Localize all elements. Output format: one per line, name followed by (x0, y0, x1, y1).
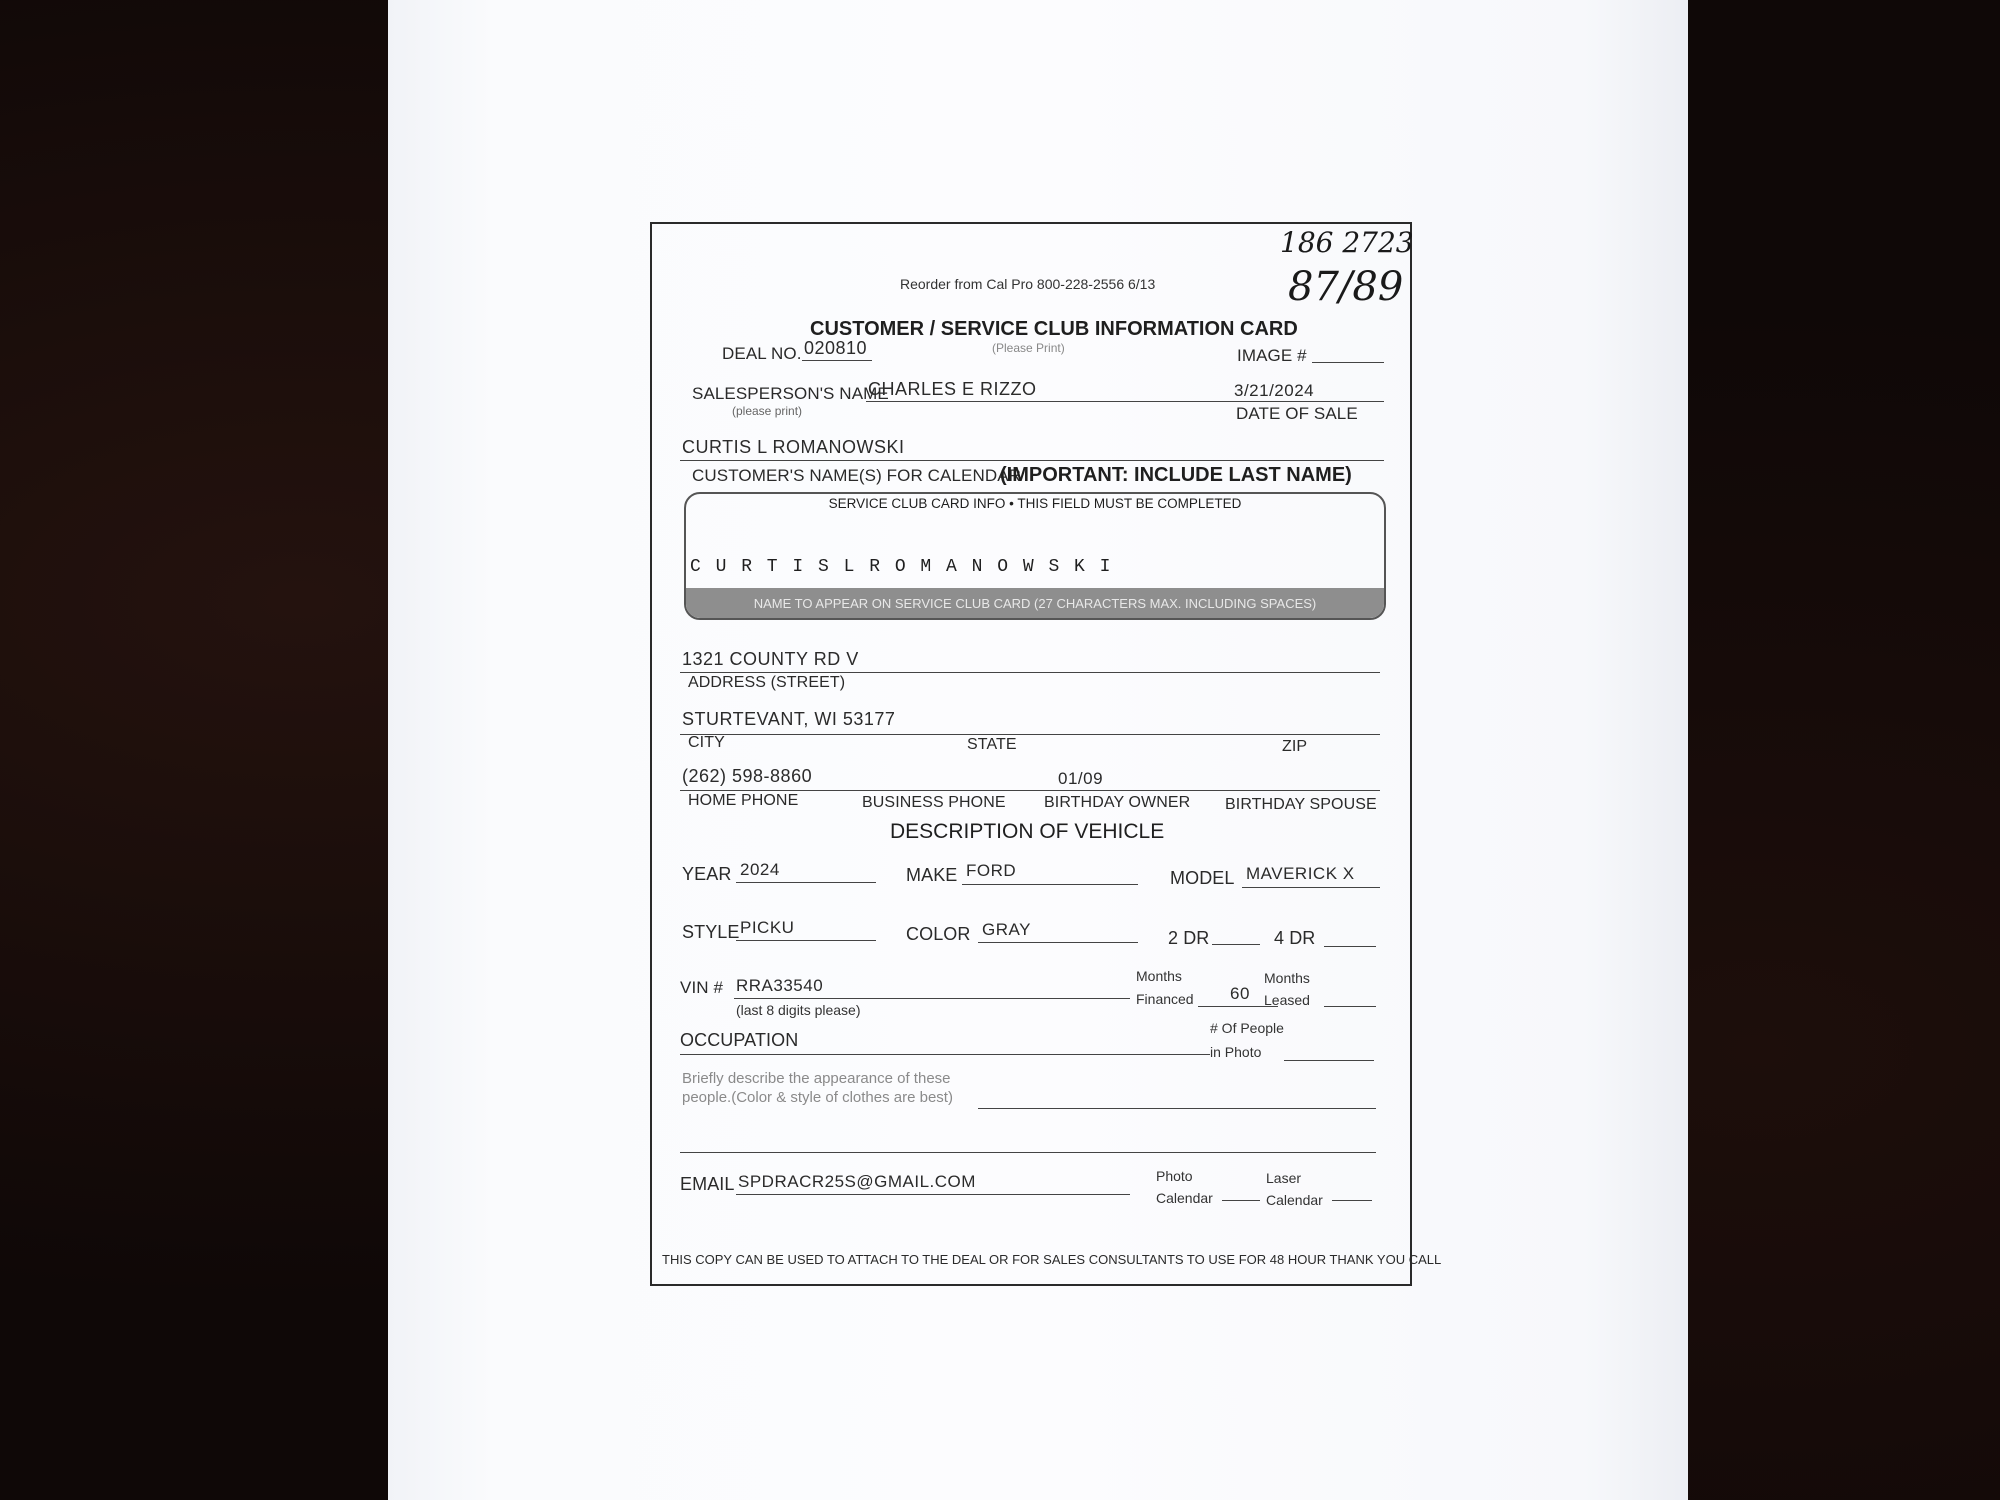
salesperson-line (866, 401, 1384, 402)
people-in-photo-line (1284, 1060, 1374, 1061)
vehicle-heading: DESCRIPTION OF VEHICLE (890, 820, 1165, 843)
months-financed-label-1: Months (1136, 968, 1182, 984)
zip-label: ZIP (1282, 738, 1308, 755)
club-card-name: C U R T I S L R O M A N O W S K I (690, 557, 1113, 577)
describe-people-line-2 (680, 1152, 1376, 1153)
important-note: (IMPORTANT: INCLUDE LAST NAME) (1000, 464, 1352, 486)
style-label: STYLE (682, 922, 740, 942)
please-print-note: (Please Print) (992, 341, 1065, 355)
year-value: 2024 (740, 860, 780, 879)
two-door-line (1212, 944, 1260, 945)
home-phone-value: (262) 598-8860 (682, 766, 813, 786)
vin-line (734, 998, 1130, 999)
customer-name-label: CUSTOMER'S NAME(S) FOR CALENDAR (692, 466, 1022, 485)
photo-calendar-line (1222, 1200, 1260, 1201)
business-phone-label: BUSINESS PHONE (862, 794, 1006, 811)
vin-label: VIN # (680, 978, 724, 997)
year-line (736, 882, 876, 883)
salesperson-label: SALESPERSON'S NAME (692, 384, 889, 403)
salesperson-value: CHARLES E RIZZO (868, 379, 1037, 399)
deal-number-value: 020810 (804, 338, 868, 358)
model-value: MAVERICK X (1246, 864, 1355, 883)
club-box-header: SERVICE CLUB CARD INFO • THIS FIELD MUST BE COMPLETED (828, 496, 1242, 511)
phone-line (680, 790, 1380, 791)
four-door-label: 4 DR (1274, 928, 1316, 948)
vin-hint: (last 8 digits please) (736, 1002, 861, 1018)
city-value: STURTEVANT, WI 53177 (682, 709, 896, 729)
occupation-label: OCCUPATION (680, 1030, 799, 1050)
make-value: FORD (966, 861, 1017, 880)
handwritten-note-top: 186 2723 (1280, 226, 1414, 259)
laser-calendar-label-1: Laser (1266, 1170, 1302, 1186)
service-club-card (650, 222, 1442, 1286)
four-door-line (1324, 946, 1376, 947)
laser-calendar-label-2: Calendar (1266, 1192, 1323, 1208)
club-box-footer: NAME TO APPEAR ON SERVICE CLUB CARD (27 CHARACTERS MAX. INCLUDING SPACES) (686, 588, 1384, 618)
laser-calendar-line (1332, 1200, 1372, 1201)
birthday-spouse-label: BIRTHDAY SPOUSE (1225, 796, 1377, 813)
handwritten-note-fraction: 87/89 (1288, 264, 1404, 310)
address-label: ADDRESS (STREET) (688, 674, 846, 691)
image-number-line (1312, 362, 1384, 363)
photo-calendar-label-1: Photo (1156, 1168, 1193, 1184)
color-line (978, 942, 1138, 943)
birthday-owner-label: BIRTHDAY OWNER (1044, 794, 1191, 811)
style-value: PICKU (740, 918, 795, 937)
vin-value: RRA33540 (736, 976, 824, 995)
address-line (680, 672, 1380, 673)
model-label: MODEL (1170, 868, 1235, 888)
customer-name-line (680, 460, 1384, 461)
two-door-label: 2 DR (1168, 928, 1210, 948)
deal-number-label: DEAL NO. (722, 344, 802, 363)
make-label: MAKE (906, 865, 958, 885)
state-label: STATE (967, 736, 1017, 753)
home-phone-label: HOME PHONE (688, 792, 799, 809)
address-value: 1321 COUNTY RD V (682, 649, 859, 669)
birthday-owner-value: 01/09 (1058, 769, 1104, 788)
date-of-sale-value: 3/21/2024 (1234, 381, 1315, 400)
year-label: YEAR (682, 864, 732, 884)
people-in-photo-label-2: in Photo (1210, 1044, 1262, 1060)
reorder-text: Reorder from Cal Pro 800-228-2556 6/13 (900, 276, 1156, 292)
make-line (962, 884, 1138, 885)
email-line (736, 1194, 1130, 1195)
style-line (736, 940, 876, 941)
months-leased-label-2: Leased (1264, 992, 1310, 1008)
model-line (1242, 887, 1380, 888)
describe-people-line-1 (978, 1108, 1376, 1109)
please-print-note-2: (please print) (732, 404, 803, 418)
color-value: GRAY (982, 920, 1031, 939)
email-value: SPDRACR25S@GMAIL.COM (738, 1172, 976, 1191)
deal-number-line (802, 360, 872, 361)
months-financed-value: 60 (1230, 984, 1250, 1003)
months-leased-line (1324, 1006, 1376, 1007)
city-label: CITY (688, 734, 725, 751)
form-title: CUSTOMER / SERVICE CLUB INFORMATION CARD (810, 318, 1298, 340)
city-line (680, 734, 1380, 735)
people-in-photo-label-1: # Of People (1210, 1020, 1284, 1036)
date-of-sale-label: DATE OF SALE (1236, 404, 1358, 423)
image-number-label: IMAGE # (1237, 346, 1307, 365)
customer-name-value: CURTIS L ROMANOWSKI (682, 437, 905, 457)
describe-people-label-1: Briefly describe the appearance of these (682, 1070, 951, 1087)
months-financed-label-2: Financed (1136, 991, 1194, 1007)
months-leased-label-1: Months (1264, 970, 1310, 986)
color-label: COLOR (906, 924, 971, 944)
photo-calendar-label-2: Calendar (1156, 1190, 1213, 1206)
service-club-name-box (684, 492, 1386, 620)
footer-note: THIS COPY CAN BE USED TO ATTACH TO THE DEAL OR FOR SALES CONSULTANTS TO USE FOR 48 HOUR THANK YOU CALL (662, 1252, 1442, 1267)
describe-people-label-2: people.(Color & style of clothes are best) (682, 1089, 953, 1106)
occupation-line (680, 1054, 1210, 1055)
email-label: EMAIL (680, 1174, 735, 1194)
